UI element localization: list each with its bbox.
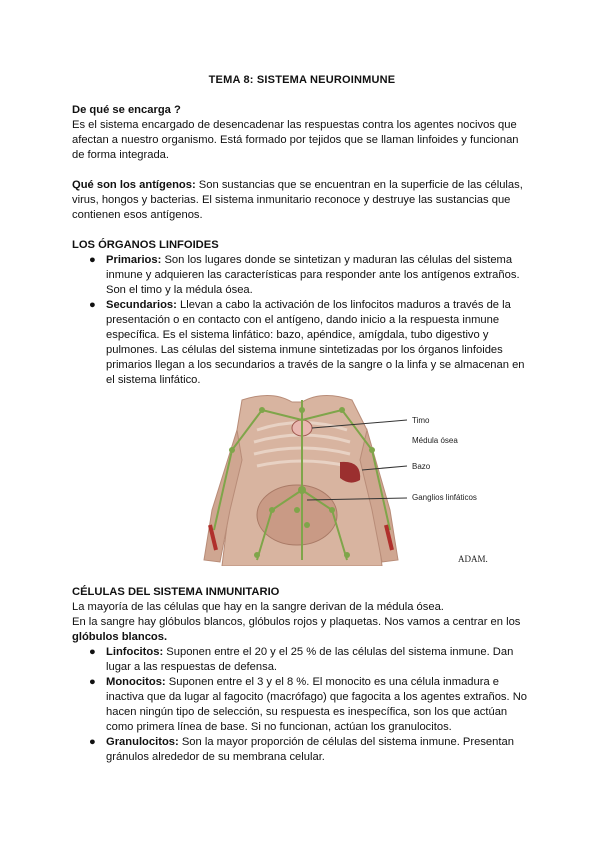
celulas-line1: La mayoría de las células que hay en la sangre derivan de la médula ósea. xyxy=(72,601,444,613)
page-title: TEMA 8: SISTEMA NEUROINMUNE xyxy=(208,74,396,86)
item-text: Son la mayor proporción de células del sistema inmune. Presentan gránulos alrededor de su membrana celular. xyxy=(106,736,514,763)
list-item xyxy=(72,298,532,388)
bullet-icon: ● xyxy=(89,676,96,688)
lymphatic-illustration xyxy=(202,390,492,566)
celulas-line2 xyxy=(72,615,532,645)
organos-heading: LOS ÓRGANOS LINFOIDES xyxy=(72,239,219,251)
label-bazo: Bazo xyxy=(412,462,431,471)
list-item xyxy=(72,735,532,765)
item-text: Suponen entre el 3 y el 8 %. El monocito es una célula inmadura e inactiva que da lugar al fagocito (macrófago) que fagocita a los agentes extraños. No hacen ningún tipo de selección, su respuesta es inespecífica, son los que actúan como primera línea de base. Si no funcionan, actúan los granulocitos. xyxy=(106,676,528,733)
bullet-icon: ● xyxy=(89,254,96,266)
item-text: Llevan a cabo la activación de los linfocitos maduros a través de la presentación o en contacto con el antígeno, dando inicio a la respuesta inmune específica. Es el sistema linfático: bazo, apéndice, amígdala, tubo digestivo y pulmones. Las células del sistema inmune sintetizadas por los órganos linfoides primarios llegan a los secundarios a través de la sangre o la linfa y se almacenan en el sistema linfático. xyxy=(106,299,525,386)
celulas-section xyxy=(72,585,532,765)
lymphatic-system-figure xyxy=(202,390,492,566)
celulas-list xyxy=(72,645,532,765)
item-label: Granulocitos: xyxy=(106,736,179,748)
item-label: Monocitos: xyxy=(106,676,166,688)
item-text: Suponen entre el 20 y el 25 % de las células del sistema inmune. Dan lugar a las respuestas de defensa. xyxy=(106,646,514,673)
item-label: Primarios: xyxy=(106,254,162,266)
celulas-line2-text: En la sangre hay glóbulos blancos, glóbulos rojos y plaquetas. Nos vamos a centrar en los xyxy=(72,616,521,628)
list-item xyxy=(72,253,532,298)
organos-list xyxy=(72,253,532,388)
label-medula: Médula ósea xyxy=(412,436,458,445)
bullet-icon: ● xyxy=(89,736,96,748)
list-item xyxy=(72,675,532,735)
celulas-line2-bold: glóbulos blancos. xyxy=(72,631,168,643)
intro-text: Es el sistema encargado de desencadenar las respuestas contra los agentes nocivos que afectan a nuestro organismo. Está formado por tejidos que se llaman linfoides y funcionan de forma integrada. xyxy=(72,119,519,161)
antigenos-section xyxy=(72,178,532,223)
bullet-icon: ● xyxy=(89,299,96,311)
item-label: Secundarios: xyxy=(106,299,177,311)
label-ganglios: Ganglios linfáticos xyxy=(412,493,477,502)
organos-section xyxy=(72,238,532,388)
item-label: Linfocitos: xyxy=(106,646,164,658)
intro-question: De qué se encarga ? xyxy=(72,104,181,116)
antigenos-label: Qué son los antígenos: xyxy=(72,179,196,191)
list-item xyxy=(72,645,532,675)
item-text: Son los lugares donde se sintetizan y maduran las células del sistema inmune y adquieren las características para responder ante los antígenos extraños. Son el timo y la médula ósea. xyxy=(106,254,520,296)
intro-section xyxy=(72,103,532,163)
label-timo: Timo xyxy=(412,416,430,425)
bullet-icon: ● xyxy=(89,646,96,658)
antigenos-text: Son sustancias que se encuentran en la superficie de las células, virus, hongos y bacterias. El sistema inmunitario reconoce y destruye las sustancias que contienen esos antígenos. xyxy=(72,179,523,221)
celulas-heading: CÉLULAS DEL SISTEMA INMUNITARIO xyxy=(72,586,280,598)
adam-credit: ADAM. xyxy=(458,554,488,564)
